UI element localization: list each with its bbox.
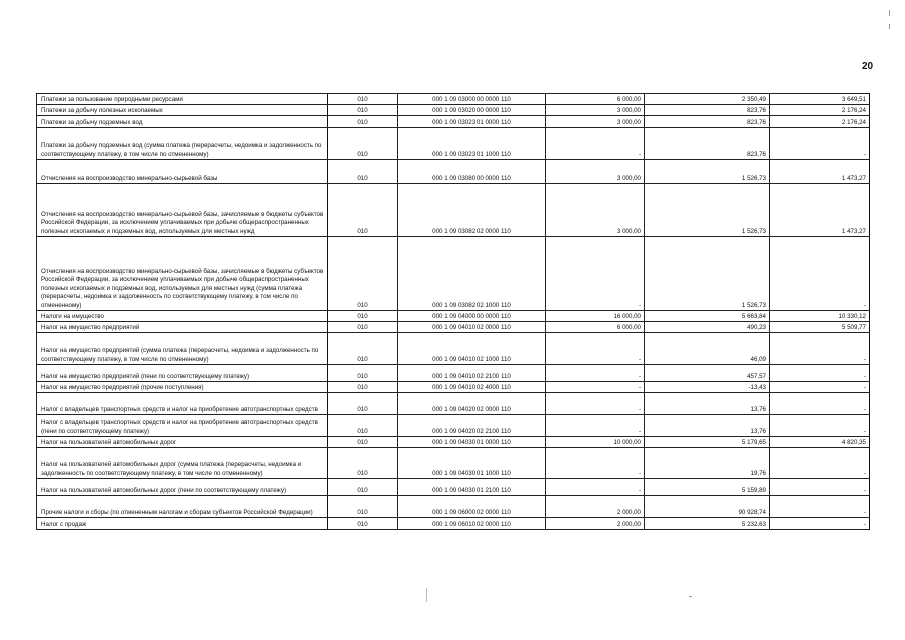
row-line-code: 010 xyxy=(328,393,398,415)
row-remaining-value: - xyxy=(770,496,870,518)
row-line-code: 010 xyxy=(328,496,398,518)
row-remaining-value: - xyxy=(770,415,870,437)
row-budget-code: 000 1 09 06000 02 0000 110 xyxy=(398,496,546,518)
row-line-code: 010 xyxy=(328,160,398,184)
row-remaining-value: - xyxy=(770,382,870,393)
row-fact-value: 823,76 xyxy=(645,116,770,128)
table-row xyxy=(37,237,870,311)
row-remaining-value: 1 473,27 xyxy=(770,184,870,237)
table-row xyxy=(37,437,870,448)
row-name: Отчисления на воспроизводство минерально-сырьевой базы xyxy=(37,160,328,184)
row-name: Налоги на имущество xyxy=(37,311,328,322)
table-row xyxy=(37,365,870,382)
row-fact-value: 19,76 xyxy=(645,448,770,479)
row-line-code: 010 xyxy=(328,437,398,448)
row-budget-code: 000 1 09 04020 02 2100 110 xyxy=(398,415,546,437)
row-line-code: 010 xyxy=(328,448,398,479)
table-row xyxy=(37,160,870,184)
row-fact-value: 13,76 xyxy=(645,415,770,437)
row-budget-code: 000 1 09 03023 01 0000 110 xyxy=(398,116,546,128)
row-plan-value: 16 000,00 xyxy=(546,311,645,322)
table-row xyxy=(37,479,870,496)
table-row xyxy=(37,382,870,393)
row-plan-value: 6 000,00 xyxy=(546,94,645,105)
row-remaining-value: 10 330,12 xyxy=(770,311,870,322)
table-row xyxy=(37,184,870,237)
row-budget-code: 000 1 09 03000 00 0000 110 xyxy=(398,94,546,105)
table-row xyxy=(37,496,870,518)
row-name: Налог с продаж xyxy=(37,518,328,530)
row-remaining-value: 2 176,24 xyxy=(770,116,870,128)
row-budget-code: 000 1 09 03082 02 0000 110 xyxy=(398,184,546,237)
row-budget-code: 000 1 09 04030 01 2100 110 xyxy=(398,479,546,496)
row-plan-value: - xyxy=(546,415,645,437)
row-fact-value: 5 663,84 xyxy=(645,311,770,322)
row-plan-value: 3 000,00 xyxy=(546,105,645,116)
row-name: Налог на имущество предприятий (пени по соответствующему платежу) xyxy=(37,365,328,382)
row-fact-value: 5 159,89 xyxy=(645,479,770,496)
table-row xyxy=(37,116,870,128)
row-plan-value: 2 000,00 xyxy=(546,518,645,530)
row-budget-code: 000 1 09 03023 01 1000 110 xyxy=(398,128,546,160)
row-fact-value: 90 928,74 xyxy=(645,496,770,518)
row-name: Налог на пользователей автомобильных дорог (сумма платежа (перерасчеты, недоимка и задолженность по соответствующему платежу, в том числе по отмененному) xyxy=(37,448,328,479)
row-plan-value: 3 000,00 xyxy=(546,184,645,237)
row-plan-value: - xyxy=(546,333,645,365)
row-plan-value: - xyxy=(546,448,645,479)
row-plan-value: - xyxy=(546,479,645,496)
row-line-code: 010 xyxy=(328,116,398,128)
row-remaining-value: 3 649,51 xyxy=(770,94,870,105)
row-line-code: 010 xyxy=(328,184,398,237)
page-number: 20 xyxy=(862,61,874,72)
row-budget-code: 000 1 09 03082 02 1000 110 xyxy=(398,237,546,311)
row-budget-code: 000 1 09 04030 01 0000 110 xyxy=(398,437,546,448)
row-plan-value: - xyxy=(546,237,645,311)
row-remaining-value: 2 176,24 xyxy=(770,105,870,116)
row-fact-value: 46,09 xyxy=(645,333,770,365)
row-plan-value: - xyxy=(546,128,645,160)
table-row xyxy=(37,415,870,437)
row-budget-code: 000 1 09 03080 00 0000 110 xyxy=(398,160,546,184)
row-plan-value: 3 000,00 xyxy=(546,116,645,128)
scan-artifact xyxy=(689,596,692,597)
table-row xyxy=(37,322,870,333)
row-name: Налог на пользователей автомобильных дорог (пени по соответствующему платежу) xyxy=(37,479,328,496)
row-plan-value: 6 000,00 xyxy=(546,322,645,333)
table-row xyxy=(37,333,870,365)
row-budget-code: 000 1 09 04010 02 0000 110 xyxy=(398,322,546,333)
row-line-code: 010 xyxy=(328,105,398,116)
row-budget-code: 000 1 09 04030 01 1000 110 xyxy=(398,448,546,479)
row-line-code: 010 xyxy=(328,128,398,160)
row-fact-value: 1 526,73 xyxy=(645,184,770,237)
row-name: Налог на пользователей автомобильных дорог xyxy=(37,437,328,448)
row-remaining-value: 4 820,35 xyxy=(770,437,870,448)
row-budget-code: 000 1 09 04000 00 0000 110 xyxy=(398,311,546,322)
row-name: Налог с владельцев транспортных средств и налог на приобретение автотранспортных средств (пени по соответствующему платежу) xyxy=(37,415,328,437)
row-budget-code: 000 1 09 04010 02 4000 110 xyxy=(398,382,546,393)
row-fact-value: 457,57 xyxy=(645,365,770,382)
row-budget-code: 000 1 09 04010 02 2100 110 xyxy=(398,365,546,382)
row-line-code: 010 xyxy=(328,365,398,382)
row-line-code: 010 xyxy=(328,322,398,333)
row-line-code: 010 xyxy=(328,415,398,437)
row-name: Платежи за пользование природными ресурсами xyxy=(37,94,328,105)
table-row xyxy=(37,128,870,160)
row-remaining-value: - xyxy=(770,237,870,311)
scan-artifact xyxy=(889,10,890,16)
row-line-code: 010 xyxy=(328,333,398,365)
row-fact-value: 1 526,73 xyxy=(645,237,770,311)
row-plan-value: - xyxy=(546,382,645,393)
row-line-code: 010 xyxy=(328,479,398,496)
table-row xyxy=(37,94,870,105)
scan-artifact xyxy=(426,588,427,602)
row-fact-value: 13,76 xyxy=(645,393,770,415)
row-name: Платежи за добычу подземных вод xyxy=(37,116,328,128)
row-name: Налог с владельцев транспортных средств и налог на приобретение автотранспортных средств xyxy=(37,393,328,415)
row-fact-value: 1 526,73 xyxy=(645,160,770,184)
row-line-code: 010 xyxy=(328,382,398,393)
row-line-code: 010 xyxy=(328,518,398,530)
row-name: Налог на имущество предприятий xyxy=(37,322,328,333)
row-name: Прочие налоги и сборы (по отмененным налогам и сборам субъектов Российской Федерации) xyxy=(37,496,328,518)
row-plan-value: - xyxy=(546,365,645,382)
row-plan-value: 2 000,00 xyxy=(546,496,645,518)
row-remaining-value: - xyxy=(770,448,870,479)
row-fact-value: 2 350,49 xyxy=(645,94,770,105)
row-remaining-value: - xyxy=(770,393,870,415)
row-name: Платежи за добычу подземных вод (сумма платежа (перерасчеты, недоимка и задолженность по соответствующему платежу, в том числе по отмененному) xyxy=(37,128,328,160)
row-name: Платежи за добычу полезных ископаемых xyxy=(37,105,328,116)
row-budget-code: 000 1 09 06010 02 0000 110 xyxy=(398,518,546,530)
row-line-code: 010 xyxy=(328,311,398,322)
row-name: Отчисления на воспроизводство минерально-сырьевой базы, зачисляемые в бюджеты субъектов Российской Федерации, за исключением уплачиваемых при добыче общераспространенных полезных ископаемых и подземных вод, используемых для местных нужд xyxy=(37,184,328,237)
table-row xyxy=(37,518,870,530)
row-remaining-value: - xyxy=(770,128,870,160)
row-plan-value: 10 000,00 xyxy=(546,437,645,448)
row-fact-value: 5 232,63 xyxy=(645,518,770,530)
row-remaining-value: - xyxy=(770,479,870,496)
table-row xyxy=(37,448,870,479)
row-plan-value: 3 000,00 xyxy=(546,160,645,184)
table-row xyxy=(37,311,870,322)
row-remaining-value: - xyxy=(770,518,870,530)
row-fact-value: 490,23 xyxy=(645,322,770,333)
row-name: Отчисления на воспроизводство минерально-сырьевой базы, зачисляемые в бюджеты субъектов Российской Федерации, за исключением уплачиваемых при добыче общераспространенных полезных ископаемых и подземных вод, используемых для местных нужд (сумма платежа (перерасчеты, недоимка и задолженность по соответствующему платежу, в том числе по отмененному) xyxy=(37,237,328,311)
row-remaining-value: - xyxy=(770,333,870,365)
row-fact-value: 823,76 xyxy=(645,105,770,116)
row-budget-code: 000 1 09 04020 02 0000 110 xyxy=(398,393,546,415)
row-fact-value: 823,76 xyxy=(645,128,770,160)
budget-report-table xyxy=(36,93,870,530)
row-fact-value: 5 179,65 xyxy=(645,437,770,448)
row-plan-value: - xyxy=(546,393,645,415)
table-row xyxy=(37,393,870,415)
row-line-code: 010 xyxy=(328,237,398,311)
row-remaining-value: 5 509,77 xyxy=(770,322,870,333)
row-name: Налог на имущество предприятий (прочие поступления) xyxy=(37,382,328,393)
scan-artifact xyxy=(889,24,890,29)
row-line-code: 010 xyxy=(328,94,398,105)
row-budget-code: 000 1 09 04010 02 1000 110 xyxy=(398,333,546,365)
row-fact-value: -13,43 xyxy=(645,382,770,393)
report-table-body xyxy=(37,94,870,530)
row-remaining-value: - xyxy=(770,365,870,382)
row-remaining-value: 1 473,27 xyxy=(770,160,870,184)
row-name: Налог на имущество предприятий (сумма платежа (перерасчеты, недоимка и задолженность по соответствующему платежу, в том числе по отмененному) xyxy=(37,333,328,365)
table-row xyxy=(37,105,870,116)
row-budget-code: 000 1 09 03020 00 0000 110 xyxy=(398,105,546,116)
